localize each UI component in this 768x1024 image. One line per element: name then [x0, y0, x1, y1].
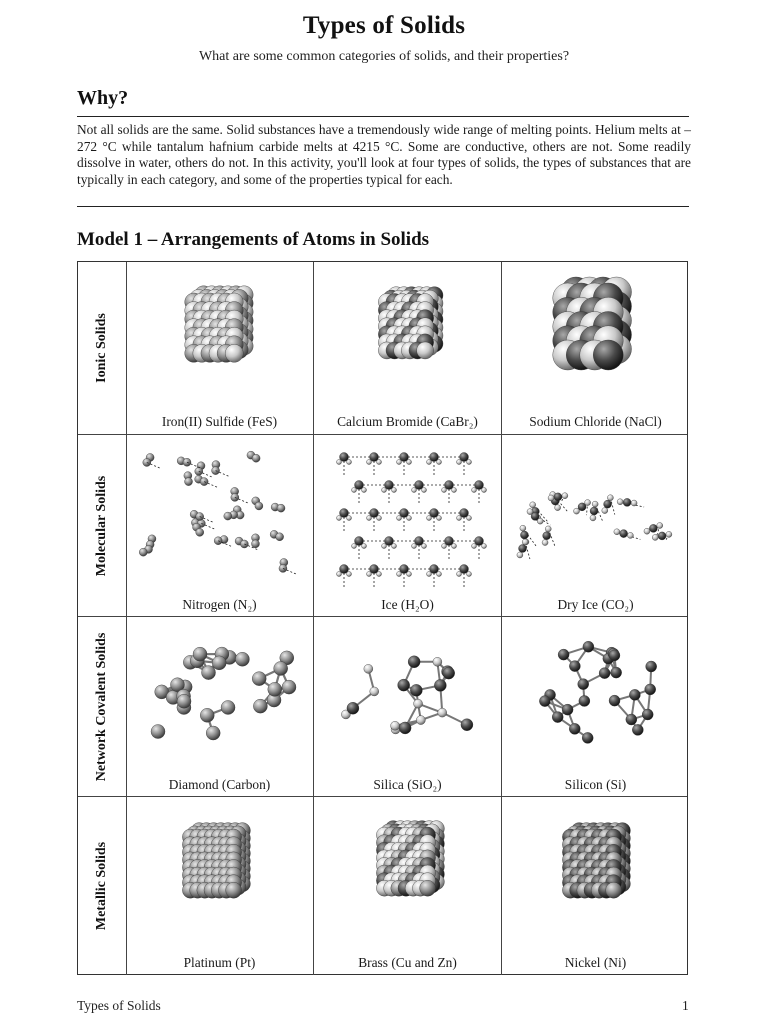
cell-silica [314, 617, 502, 797]
row-label: Metallic Solids [94, 841, 109, 931]
cell-diamond [126, 617, 314, 797]
cell-caption: Brass (Cu and Zn) [358, 955, 457, 970]
page-number: 1 [682, 998, 689, 1013]
row-molecular-solids [78, 434, 687, 617]
cell-ice [314, 435, 502, 617]
ionic-lattice-icon [314, 262, 502, 434]
molecule-icon [314, 435, 502, 617]
ionic-lattice-icon [126, 262, 314, 434]
cell-dry-ice [502, 435, 689, 617]
molecule-icon [502, 435, 689, 617]
metal-lattice-icon [502, 797, 689, 975]
cell-caption: Silica (SiO₂) [373, 777, 442, 792]
model-heading: Model 1 – Arrangements of Atoms in Solids [77, 229, 430, 250]
row-label-cell [78, 617, 127, 797]
row-label: Ionic Solids [94, 313, 109, 383]
divider-bottom [77, 206, 689, 207]
cell-nitrogen [126, 435, 314, 617]
row-label-cell [78, 797, 127, 975]
cell-nickel [502, 797, 689, 975]
cell-caption: Calcium Bromide (CaBr₂) [337, 414, 478, 429]
row-label: Molecular Solids [94, 475, 109, 577]
metal-lattice-icon [314, 797, 502, 975]
row-label: Network Covalent Solids [94, 632, 109, 782]
network-icon [126, 617, 314, 797]
row-ionic-solids [78, 262, 687, 434]
why-heading: Why? [77, 87, 129, 109]
cell-silicon [502, 617, 689, 797]
network-icon [314, 617, 502, 797]
cell-platinum [126, 797, 314, 975]
cell-iron-sulfide [126, 262, 314, 434]
ionic-lattice-icon [502, 262, 689, 434]
cell-caption: Nitrogen (N₂) [182, 597, 257, 612]
page-subtitle: What are some common categories of solids, and their properties? [198, 49, 570, 64]
cell-calcium-bromide [314, 262, 502, 434]
metal-lattice-icon [126, 797, 314, 975]
cell-caption: Iron(II) Sulfide (FeS) [161, 414, 278, 429]
footer-title: Types of Solids [77, 998, 161, 1013]
cell-caption: Silicon (Si) [564, 777, 627, 792]
row-label-cell [78, 435, 127, 617]
cell-sodium-chloride [502, 262, 689, 434]
cell-caption: Nickel (Ni) [564, 955, 627, 970]
row-metallic-solids [78, 796, 687, 975]
cell-brass [314, 797, 502, 975]
cell-caption: Dry Ice (CO₂) [557, 597, 634, 612]
cell-caption: Platinum (Pt) [183, 955, 256, 970]
row-label-cell [78, 262, 127, 434]
cell-caption: Diamond (Carbon) [168, 777, 271, 792]
page-title: Types of Solids [302, 12, 466, 39]
molecule-icon [126, 435, 314, 617]
divider-top [77, 116, 689, 117]
network-icon [502, 617, 689, 797]
why-paragraph: Not all solids are the same. Solid substances have a tremendously wide range of melting points. Helium melts at –272 °C while tantalum hafnium carbide melts at 4215 °C. Some are conductive, others are not. Some readily dissolve in water, others do not. In this activity, you'll look at four types of solids, the types of substances that are typically in each category, and some of the properties typical for each. [77, 122, 691, 187]
solids-grid [77, 261, 688, 975]
cell-caption: Ice (H₂O) [381, 597, 434, 612]
cell-caption: Sodium Chloride (NaCl) [529, 414, 662, 429]
row-network-covalent-solids [78, 616, 687, 797]
